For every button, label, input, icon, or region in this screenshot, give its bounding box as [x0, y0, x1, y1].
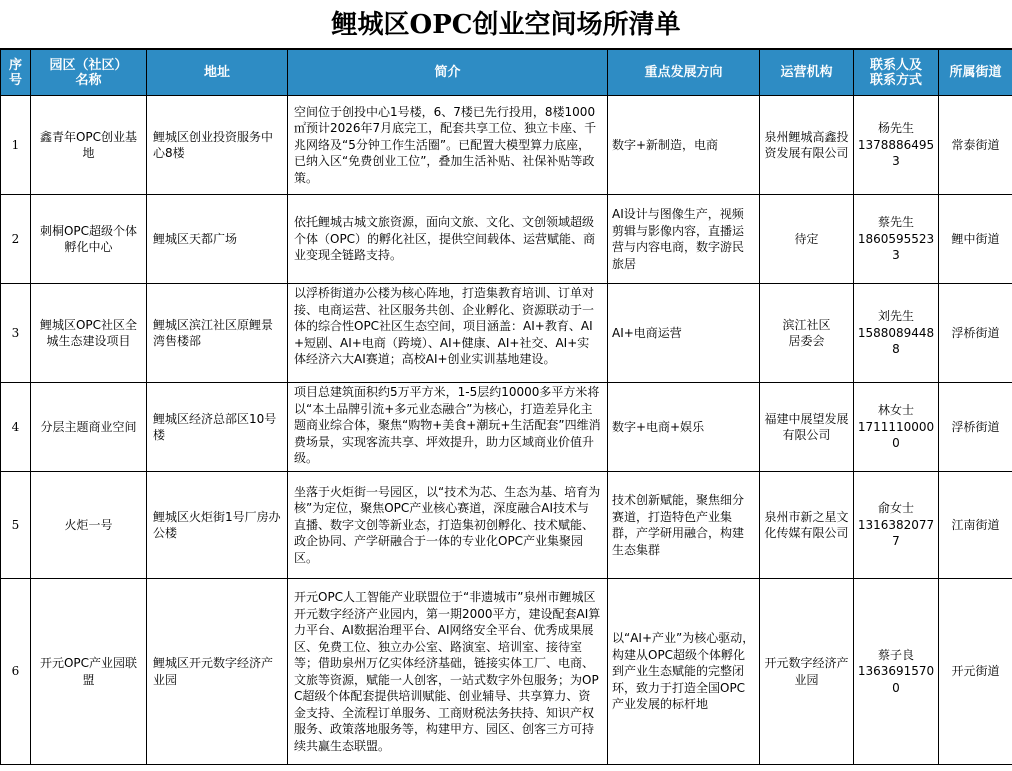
page-title: 鲤城区OPC创业空间场所清单 — [0, 0, 1012, 49]
park-intro: 空间位于创投中心1号楼，6、7楼已先行投用，8楼1000㎡预计2026年7月底完工，配套共享工位、独立卡座、千兆网络及“5分钟工作生活圈”。已配置大模型算力底座，已纳入区“免费创业工位”，叠加生活补贴、社保补贴等政策。 — [288, 96, 608, 195]
row-index: 4 — [1, 383, 31, 472]
table-row — [1, 96, 1012, 195]
development-direction: AI+电商运营 — [608, 284, 760, 383]
row-index: 5 — [1, 472, 31, 579]
contact-name: 刘先生 — [877, 309, 914, 324]
table-header-row — [1, 50, 1012, 96]
header-contact: 联系人及 联系方式 — [854, 50, 939, 96]
development-direction: 技术创新赋能，聚焦细分赛道，打造特色产业集群，产学研用融合，构建生态集群 — [608, 472, 760, 579]
table-row — [1, 579, 1012, 765]
contact-phone: 13636915700 — [857, 664, 935, 695]
street: 浮桥街道 — [939, 284, 1012, 383]
row-index: 6 — [1, 579, 31, 765]
table-row — [1, 195, 1012, 284]
park-address: 鲤城区创业投资服务中心8楼 — [147, 96, 288, 195]
operator: 滨江社区 居委会 — [760, 284, 854, 383]
contact-phone: 15880894488 — [857, 325, 935, 357]
table-row — [1, 472, 1012, 579]
contact-name: 林女士 — [877, 403, 914, 418]
park-address: 鲤城区火炬街1号厂房办公楼 — [147, 472, 288, 579]
park-address: 鲤城区滨江社区原鲤景湾售楼部 — [147, 284, 288, 383]
contact-phone: 17111100000 — [857, 419, 935, 451]
contact-phone: 13163820777 — [857, 517, 935, 549]
row-index: 2 — [1, 195, 31, 284]
operator: 待定 — [760, 195, 854, 284]
operator: 福建中展望发展有限公司 — [760, 383, 854, 472]
header-intro: 简介 — [288, 50, 608, 96]
park-intro: 依托鲤城古城文旅资源，面向文旅、文化、文创领域超级个体（OPC）的孵化社区，提供空间载体、运营赋能、商业变现全链路支持。 — [288, 195, 608, 284]
header-index: 序 号 — [1, 50, 31, 96]
venue-table — [0, 49, 1012, 765]
park-name: 火炬一号 — [31, 472, 147, 579]
street: 常泰街道 — [939, 96, 1012, 195]
park-name: 刺桐OPC超级个体孵化中心 — [31, 195, 147, 284]
contact-name: 蔡先生 — [877, 215, 914, 230]
park-intro: 开元OPC人工智能产业联盟位于“非遗城市”泉州市鲤城区开元数字经济产业园内，第一期2000平方，建设配套AI算力平台、AI数据治理平台、AI网络安全平台、优秀成果展区、免费工位、独立办公室、路演室、培训室、接待室等；借助泉州万亿实体经济基础，链接实体工厂、电商、文旅等资源，赋能一人创客，一站式数字外包服务；为OPC超级个体配套提供培训赋能、创业辅导、共享算力、资金支持、全流程订单服务、工商财税法务扶持、知识产权服务、政策落地服务等，构建甲方、园区、创客三方可持续共赢生态联盟。 — [288, 579, 608, 765]
header-operator: 运营机构 — [760, 50, 854, 96]
operator: 开元数字经济产业园 — [760, 579, 854, 765]
contact-name: 蔡子良 — [877, 647, 914, 662]
contact — [854, 383, 939, 472]
park-address: 鲤城区天都广场 — [147, 195, 288, 284]
header-street: 所属街道 — [939, 50, 1012, 96]
header-address: 地址 — [147, 50, 288, 96]
street: 浮桥街道 — [939, 383, 1012, 472]
contact-name: 俞女士 — [877, 501, 914, 516]
development-direction: 以“AI+产业”为核心驱动，构建从OPC超级个体孵化到产业生态赋能的完整闭环，致力于打造全国OPC产业发展的标杆地 — [608, 579, 760, 765]
row-index: 3 — [1, 284, 31, 383]
development-direction: 数字+新制造，电商 — [608, 96, 760, 195]
header-park: 园区（社区） 名称 — [31, 50, 147, 96]
development-direction: 数字+电商+娱乐 — [608, 383, 760, 472]
table-row — [1, 383, 1012, 472]
development-direction: AI设计与图像生产，视频剪辑与影像内容，直播运营与内容电商，数字游民旅居 — [608, 195, 760, 284]
header-direction: 重点发展方向 — [608, 50, 760, 96]
street: 开元街道 — [939, 579, 1012, 765]
park-intro: 坐落于火炬街一号园区，以“技术为芯、生态为基、培育为核”为定位，聚焦OPC产业核心赛道，深度融合AI技术与直播、数字文创等新业态，打造集初创孵化、技术赋能、政企协同、产学研融合于一体的专业化OPC产业集聚园区。 — [288, 472, 608, 579]
park-name: 鲤城区OPC社区全城生态建设项目 — [31, 284, 147, 383]
operator: 泉州市新之星文化传媒有限公司 — [760, 472, 854, 579]
contact-phone: 13788864953 — [857, 137, 935, 169]
park-address: 鲤城区经济总部区10号楼 — [147, 383, 288, 472]
park-name: 鑫青年OPC创业基地 — [31, 96, 147, 195]
contact — [854, 284, 939, 383]
table-row — [1, 284, 1012, 383]
operator: 泉州鲤城高鑫投资发展有限公司 — [760, 96, 854, 195]
contact — [854, 195, 939, 284]
street: 鲤中街道 — [939, 195, 1012, 284]
row-index: 1 — [1, 96, 31, 195]
contact — [854, 579, 939, 765]
park-intro: 以浮桥街道办公楼为核心阵地，打造集教育培训、订单对接、电商运营、社区服务共创、企业孵化、资源联动于一体的综合性OPC社区生态空间，项目涵盖：AI+教育、AI+短剧、AI+电商（跨境）、AI+健康、AI+社交、AI+实体经济六大AI赛道；高校AI+创业实训基地建设。 — [288, 284, 608, 383]
park-address: 鲤城区开元数字经济产业园 — [147, 579, 288, 765]
contact-name: 杨先生 — [877, 121, 914, 136]
park-name: 分层主题商业空间 — [31, 383, 147, 472]
contact — [854, 472, 939, 579]
street: 江南街道 — [939, 472, 1012, 579]
park-name: 开元OPC产业园联盟 — [31, 579, 147, 765]
contact — [854, 96, 939, 195]
park-intro: 项目总建筑面积约5万平方米，1-5层约10000多平方米将以“本土品牌引流+多元业态融合”为核心，打造差异化主题商业综合体，聚焦“购物+美食+潮玩+生活配套”四维消费场景，实现客流共享、坪效提升，助力区域商业价值升级。 — [288, 383, 608, 472]
contact-phone: 18605955233 — [857, 231, 935, 263]
